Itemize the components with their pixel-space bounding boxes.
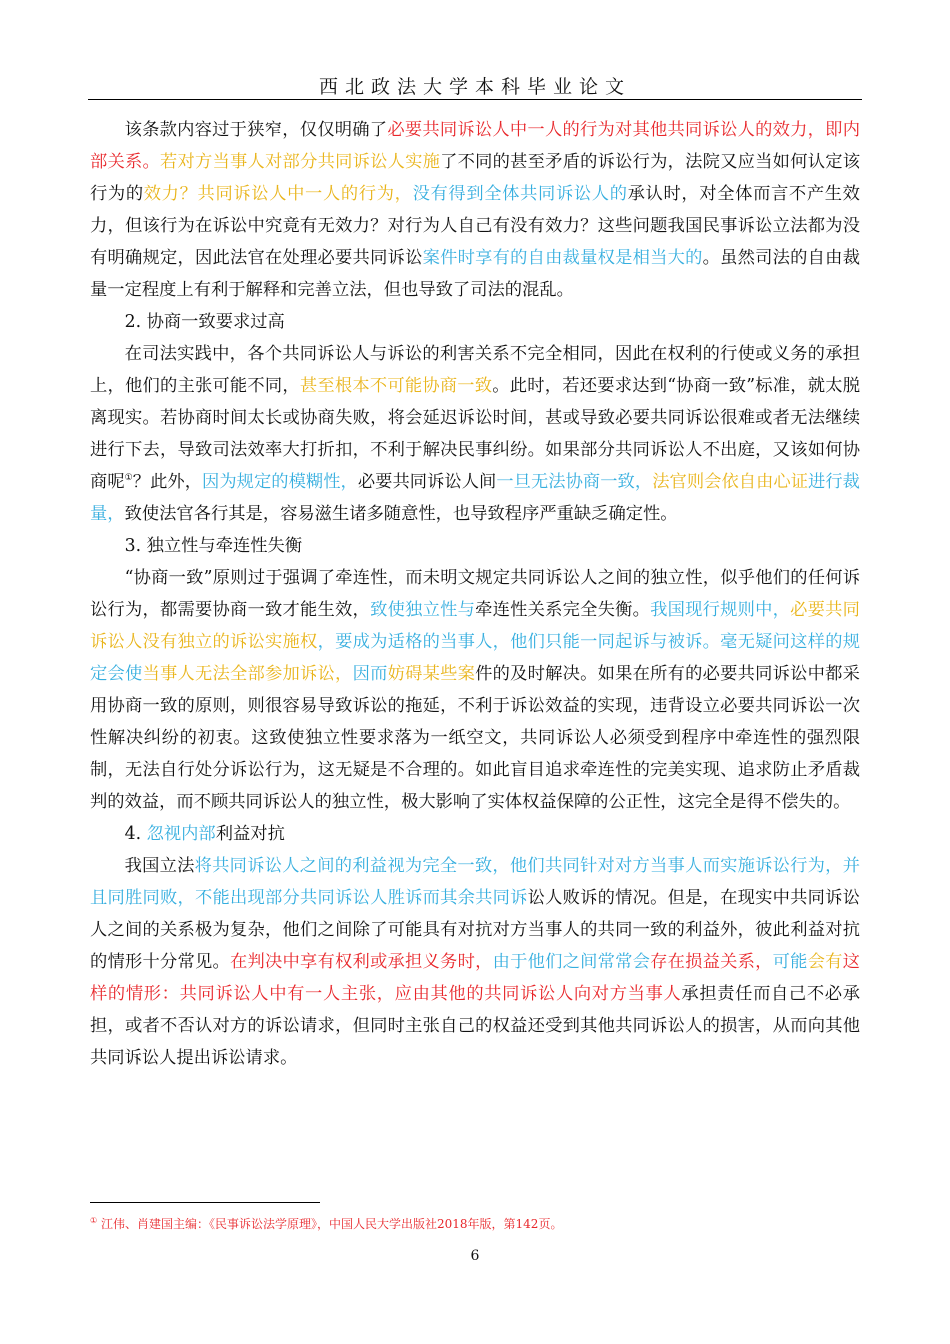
highlight-blue: 可能 — [772, 952, 808, 972]
section-heading-2: 2. 协商一致要求过高 — [124, 312, 285, 332]
highlight-blue: 我国现行规则中， — [650, 600, 791, 620]
footnote-text: 江伟、肖建国主编：《民事诉讼法学原理》，中国人民大学出版社2018年版，第142页。 — [101, 1217, 563, 1231]
highlight-blue: 因为规定的模糊性， — [202, 472, 358, 492]
text-span: 该条款内容过于狭窄，仅仅明确了 — [124, 120, 388, 140]
highlight-red: 必要共同诉讼人中一人的行为对其他共同诉讼人的效力，即内部关系。 — [90, 120, 860, 172]
highlight-yellow: 法官则会依自由心证 — [652, 472, 809, 492]
paragraph-3 — [90, 562, 860, 818]
highlight-blue: 忽视内部 — [146, 824, 216, 844]
text-span: “协商一致”原则过于强调了牵连性，而未明文规定共同诉讼人之间的独立性，似乎他们的任何诉讼行为，都需要协商一致才能生效， — [90, 568, 860, 620]
highlight-blue: 案件时享有的自由裁量权是相当大的 — [422, 248, 703, 268]
highlight-yellow: 若对方当事人对部分共同诉讼人实施 — [160, 152, 441, 172]
highlight-blue: 将共同诉讼人之间的利益视为完全一致，他们共同针对对方当事人而实施诉讼行为，并且同胜同败， — [90, 856, 860, 908]
text-span: 4. — [124, 824, 147, 844]
highlight-blue: 不能出现部分共同诉讼人胜诉而其余共同诉 — [195, 888, 528, 908]
highlight-blue: 没有得到全体共同诉讼人的 — [412, 184, 628, 204]
text-span: 。虽然司法的自由裁量一定程度上有利于解释和完善立法，但也导致了司法的混乱。 — [90, 248, 860, 300]
footnote-mark: ① — [90, 1216, 98, 1225]
text-span: 。此时，若还要求达到“协商一致”标准，就太脱离现实。若协商时间太长或协商失败，将会延迟诉讼时间，甚或导致必要共同诉讼很难或者无法继续进行下去，导致司法效率大打折扣，不利于解决民事纠纷。如果部分共同诉讼人不出庭，又该如何协商呢 — [90, 376, 860, 492]
page-header: 西北政法大学本科毕业论文 — [318, 76, 631, 98]
text-span: 承担责任而自己不必承担，或者不否认对方的诉讼请求，但同时主张自己的权益还受到其他共同诉讼人的损害，从而向其他共同诉讼人提出诉讼请求。 — [90, 984, 860, 1068]
highlight-red: 这样的情形：共同诉讼人中有一人主张，应由其他的共同诉讼人向对方当事人 — [90, 952, 860, 1004]
text-span: 在司法实践中，各个共同诉讼人与诉讼的利害关系不完全相同，因此在权利的行使或义务的承担上，他们的主张可能不同， — [90, 344, 860, 396]
highlight-yellow: 效力？共同诉讼人中一人的行为， — [143, 184, 413, 204]
paragraph-2 — [90, 338, 860, 530]
highlight-red: 在判决中享有权利或承担义务时， — [230, 952, 493, 972]
text-span: 讼人败诉的情况。但是，在现实中共同诉讼人之间的关系极为复杂，他们之间除了可能具有对抗对方当事人的共同一致的利益外，彼此利益对抗的情形十分常见。 — [90, 888, 860, 972]
body-text — [90, 114, 860, 1074]
highlight-blue: 因而 — [352, 664, 388, 684]
highlight-blue: 致使独立性与 — [370, 600, 476, 620]
page-number: 6 — [470, 1248, 480, 1264]
text-span: 牵连性关系完全失衡。 — [475, 600, 651, 620]
footnote-reference[interactable]: ① — [124, 473, 133, 484]
text-span: 了不同的甚至矛盾的诉讼行为，法院又应当如何认定该行为的 — [90, 152, 860, 204]
text-span: 致使法官各行其是，容易滋生诸多随意性，也导致程序严重缺乏确定性。 — [124, 504, 678, 524]
header-rule — [88, 99, 862, 100]
highlight-yellow: 会有 — [807, 952, 843, 972]
highlight-blue: 一旦无法协商一致， — [496, 472, 653, 492]
highlight-yellow: 妨碍某些案 — [387, 664, 476, 684]
section-heading-4 — [90, 818, 860, 850]
highlight-red: 存在损益关系， — [650, 952, 773, 972]
highlight-yellow: 当事人无法全部参加诉讼， — [142, 664, 353, 684]
text-span: 件的及时解决。如果在所有的必要共同诉讼中都采用协商一致的原则，则很容易导致诉讼的拖延，不利于诉讼效益的实现，违背设立必要共同诉讼一次性解决纠纷的初衷。这致使独立性要求落为一纸空文，共同诉讼人必须受到程序中牵连性的强烈限制，无法自行处分诉讼行为，这无疑是不合理的。如此盲目追求牵连性的完美实现、追求防止矛盾裁判的效益，而不顾共同诉讼人的独立性，极大影响了实体权益保障的公正性，这完全是得不偿失的。 — [90, 664, 860, 812]
text-span: 承认时，对全体而言不产生效力，但该行为在诉讼中究竟有无效力？对行为人自己有没有效力？这些问题我国民事诉讼立法都为没有明确规定，因此法官在处理必要共同诉讼 — [90, 184, 860, 268]
highlight-yellow: 必要共同诉讼人没有独立的诉讼实施权 — [90, 600, 860, 652]
text-span: 利益对抗 — [215, 824, 285, 844]
text-span: 我国立法 — [124, 856, 195, 876]
footnote — [90, 1212, 860, 1233]
text-span: 必要共同诉讼人间 — [357, 472, 497, 492]
highlight-blue: 由于他们之间常常会 — [492, 952, 651, 972]
paragraph-4 — [90, 850, 860, 1074]
text-span: ？此外， — [132, 472, 203, 492]
highlight-blue: 进行裁量， — [90, 472, 860, 524]
highlight-blue: ，要成为适格的当事人，他们只能一同起诉与被诉。毫无疑问这样的规定会使 — [90, 632, 860, 684]
footnote-separator — [90, 1202, 320, 1203]
highlight-yellow: 甚至根本不可能协商一致 — [299, 376, 493, 396]
paragraph-1 — [90, 114, 860, 306]
section-heading-3: 3. 独立性与牵连性失衡 — [124, 536, 303, 556]
